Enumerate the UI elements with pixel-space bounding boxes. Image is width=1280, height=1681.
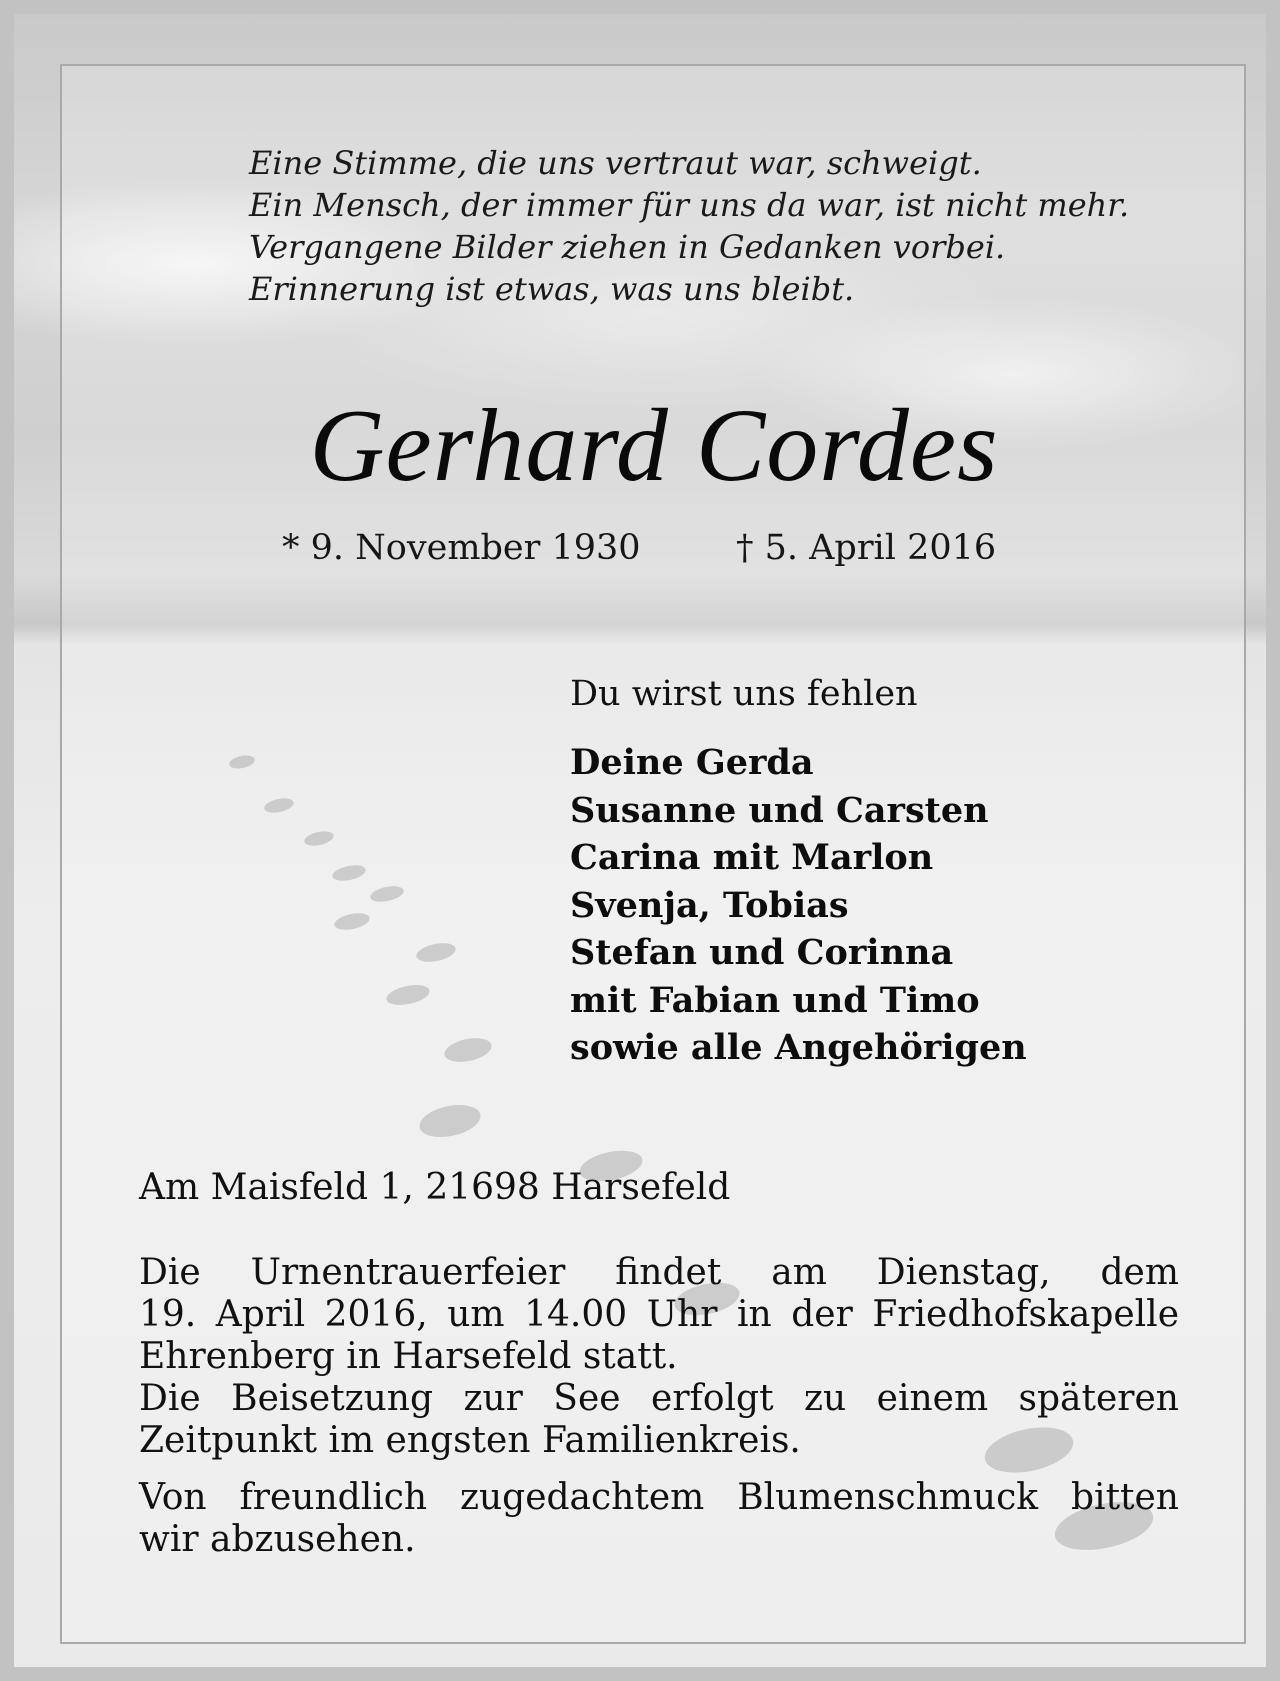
ceremony-line: Die Urnentrauerfeier findet am Dienstag, dem [139, 1252, 1179, 1293]
flowers-paragraph [139, 1477, 1179, 1561]
family-member: Carina mit Marlon [570, 837, 934, 878]
poem [249, 142, 1209, 310]
family-member: Svenja, Tobias [570, 884, 849, 926]
burial-paragraph [139, 1378, 1179, 1462]
flowers-line: Von freundlich zugedachtem Blumenschmuck bitten [139, 1477, 1179, 1518]
family-member: Stefan und Corinna [570, 932, 954, 973]
poem-line: Eine Stimme, die uns vertraut war, schweigt. [249, 144, 982, 182]
ceremony-paragraph [139, 1252, 1179, 1378]
family-member: Deine Gerda [570, 742, 814, 783]
poem-line: Vergangene Bilder ziehen in Gedanken vorbei. [249, 228, 1006, 266]
poem-line: Ein Mensch, der immer für uns da war, ist nicht mehr. [249, 186, 1130, 224]
family-signatures [570, 739, 1027, 1072]
burial-line: Zeitpunkt im engsten Familienkreis. [139, 1420, 801, 1461]
birth-date: * 9. November 1930 [282, 528, 641, 568]
ceremony-line: 19. April 2016, um 14.00 Uhr in der Friedhofskapelle [139, 1294, 1179, 1335]
address: Am Maisfeld 1, 21698 Harsefeld [139, 1167, 731, 1208]
family-member: Susanne und Carsten [570, 789, 989, 831]
family-member: mit Fabian und Timo [570, 979, 980, 1021]
ceremony-line: Ehrenberg in Harsefeld statt. [139, 1336, 678, 1377]
poem-line: Erinnerung ist etwas, was uns bleibt. [249, 270, 855, 308]
family-member: sowie alle Angehörigen [570, 1027, 1027, 1068]
deceased-name: Gerhard Cordes [309, 388, 999, 503]
flowers-line: wir abzusehen. [139, 1519, 416, 1560]
death-date: † 5. April 2016 [736, 528, 997, 568]
farewell-text: Du wirst uns fehlen [570, 674, 918, 714]
burial-line: Die Beisetzung zur See erfolgt zu einem späteren [139, 1378, 1179, 1419]
